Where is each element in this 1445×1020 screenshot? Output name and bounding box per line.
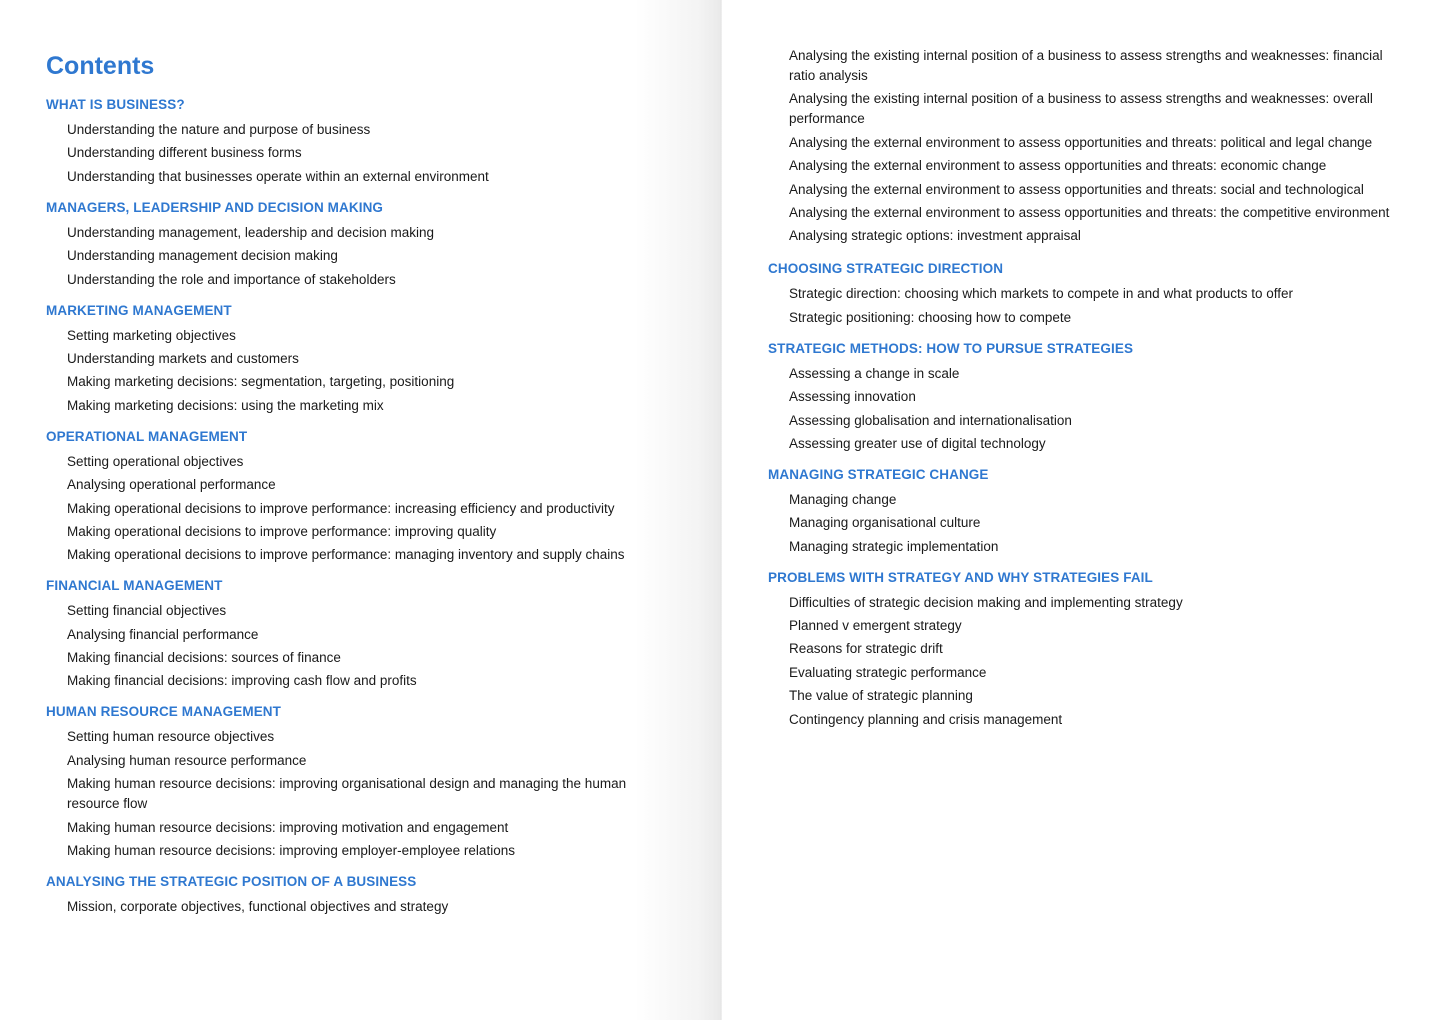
- toc-entry[interactable]: Planned v emergent strategy: [789, 618, 962, 634]
- right-sections-container: [768, 260, 1445, 729]
- toc-entry[interactable]: Strategic positioning: choosing how to compete: [789, 309, 1072, 325]
- toc-entry[interactable]: Strategic direction: choosing which markets to compete in and what products to offer: [789, 286, 1294, 302]
- toc-entry[interactable]: Analysing the existing internal position of a business to assess strengths and weaknesses: financial ratio analysis: [789, 48, 1383, 83]
- left-sections-container: [46, 96, 722, 917]
- toc-entry[interactable]: Understanding different business forms: [67, 145, 302, 161]
- toc-entry[interactable]: Making operational decisions to improve performance: increasing efficiency and productivity: [67, 500, 615, 516]
- toc-entry[interactable]: Making human resource decisions: improving employer-employee relations: [67, 843, 515, 859]
- toc-entry[interactable]: Understanding management decision making: [67, 248, 338, 264]
- section-heading-managing-strategic-change[interactable]: MANAGING STRATEGIC CHANGE: [768, 466, 989, 482]
- toc-entry[interactable]: Setting operational objectives: [67, 453, 244, 469]
- continued-entry-list: [768, 46, 1409, 246]
- section-heading-managers-leadership-and-decision-making[interactable]: MANAGERS, LEADERSHIP AND DECISION MAKING: [46, 199, 384, 215]
- toc-entry[interactable]: Mission, corporate objectives, functional objectives and strategy: [67, 899, 449, 915]
- section-list: [46, 897, 657, 917]
- toc-entry[interactable]: Analysing financial performance: [67, 626, 259, 642]
- toc-entry[interactable]: Making operational decisions to improve performance: managing inventory and supply chains: [67, 547, 625, 563]
- section-heading-strategic-methods-how-to-pursue-strategies[interactable]: STRATEGIC METHODS: HOW TO PURSUE STRATEGIES: [768, 340, 1134, 356]
- section-list: [46, 223, 657, 290]
- toc-entry[interactable]: Managing change: [789, 491, 897, 507]
- toc-entry[interactable]: Making marketing decisions: using the marketing mix: [67, 397, 384, 413]
- section-list: [46, 452, 657, 566]
- toc-entry[interactable]: Making human resource decisions: improving organisational design and managing the human resource flow: [67, 776, 627, 812]
- toc-entry[interactable]: Contingency planning and crisis management: [789, 711, 1063, 727]
- toc-entry[interactable]: Assessing innovation: [789, 389, 916, 405]
- toc-entry[interactable]: Analysing the external environment to assess opportunities and threats: economic change: [789, 158, 1327, 174]
- toc-entry[interactable]: Assessing a change in scale: [789, 365, 960, 381]
- section-list: [768, 490, 1409, 557]
- toc-entry[interactable]: Analysing strategic options: investment appraisal: [789, 228, 1081, 244]
- section-list: [46, 120, 657, 187]
- section-list: [46, 601, 657, 691]
- section-list: [46, 326, 657, 416]
- toc-entry[interactable]: Making operational decisions to improve performance: improving quality: [67, 523, 497, 539]
- toc-entry[interactable]: Analysing the external environment to assess opportunities and threats: the competitive environment: [789, 204, 1390, 220]
- toc-entry[interactable]: Analysing operational performance: [67, 477, 276, 493]
- toc-entry[interactable]: Assessing globalisation and internationalisation: [789, 412, 1072, 428]
- toc-entry[interactable]: Setting human resource objectives: [67, 729, 275, 745]
- section-heading-analysing-the-strategic-position-of-a-business[interactable]: ANALYSING THE STRATEGIC POSITION OF A BUSINESS: [46, 874, 417, 890]
- toc-entry[interactable]: Analysing the existing internal position of a business to assess strengths and weaknesses: overall performance: [789, 91, 1373, 127]
- section-list: [768, 593, 1409, 730]
- toc-entry[interactable]: Assessing greater use of digital technology: [789, 435, 1046, 451]
- toc-entry[interactable]: Reasons for strategic drift: [789, 641, 943, 657]
- toc-entry[interactable]: Setting marketing objectives: [67, 327, 236, 343]
- section-heading-problems-with-strategy-and-why-strategies-fail[interactable]: PROBLEMS WITH STRATEGY AND WHY STRATEGIES FAIL: [768, 569, 1153, 585]
- contents-title: Contents: [46, 52, 155, 80]
- toc-entry[interactable]: Understanding markets and customers: [67, 350, 299, 366]
- toc-entry[interactable]: Managing strategic implementation: [789, 538, 999, 554]
- toc-entry[interactable]: The value of strategic planning: [789, 688, 973, 704]
- toc-entry[interactable]: Making human resource decisions: improving motivation and engagement: [67, 819, 509, 835]
- section-heading-operational-management[interactable]: OPERATIONAL MANAGEMENT: [46, 428, 248, 444]
- section-heading-marketing-management[interactable]: MARKETING MANAGEMENT: [46, 302, 232, 318]
- section-list: [768, 364, 1409, 454]
- toc-entry[interactable]: Making financial decisions: sources of finance: [67, 650, 341, 666]
- section-list: [768, 284, 1409, 327]
- toc-entry[interactable]: Making financial decisions: improving cash flow and profits: [67, 673, 417, 689]
- section-heading-choosing-strategic-direction[interactable]: CHOOSING STRATEGIC DIRECTION: [768, 261, 1004, 277]
- toc-entry[interactable]: Analysing the external environment to assess opportunities and threats: political and legal change: [789, 134, 1373, 150]
- toc-entry[interactable]: Analysing human resource performance: [67, 752, 307, 768]
- toc-entry[interactable]: Analysing the external environment to assess opportunities and threats: social and technological: [789, 181, 1364, 197]
- section-list: [46, 727, 657, 861]
- section-heading-financial-management[interactable]: FINANCIAL MANAGEMENT: [46, 578, 223, 594]
- toc-entry[interactable]: Making marketing decisions: segmentation, targeting, positioning: [67, 374, 455, 390]
- toc-entry[interactable]: Understanding management, leadership and decision making: [67, 224, 434, 240]
- toc-entry[interactable]: Setting financial objectives: [67, 603, 227, 619]
- toc-entry[interactable]: Managing organisational culture: [789, 515, 981, 531]
- toc-entry[interactable]: Understanding the role and importance of stakeholders: [67, 271, 396, 287]
- toc-entry[interactable]: Difficulties of strategic decision making and implementing strategy: [789, 594, 1183, 610]
- toc-entry[interactable]: Understanding that businesses operate within an external environment: [67, 168, 489, 184]
- section-heading-what-is-business[interactable]: WHAT IS BUSINESS?: [46, 97, 185, 112]
- right-page: [722, 0, 1445, 1020]
- left-page: [0, 0, 722, 1020]
- toc-entry[interactable]: Evaluating strategic performance: [789, 664, 987, 680]
- toc-entry[interactable]: Understanding the nature and purpose of business: [67, 122, 371, 137]
- section-heading-human-resource-management[interactable]: HUMAN RESOURCE MANAGEMENT: [46, 704, 281, 720]
